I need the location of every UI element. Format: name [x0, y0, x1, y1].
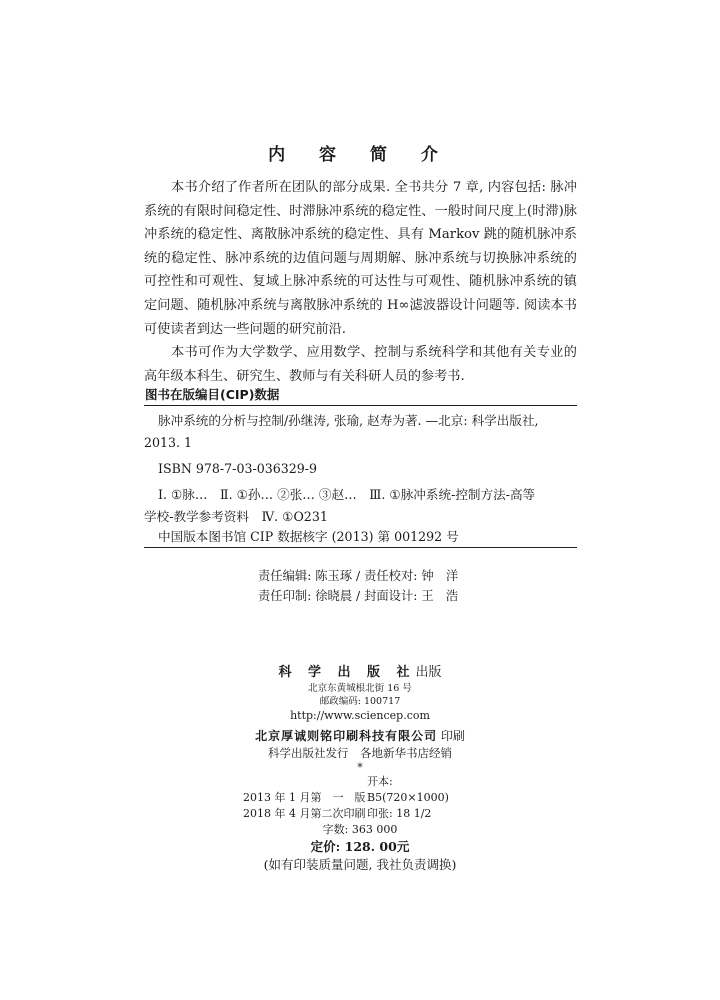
- summary-paragraph-1: 本书介绍了作者所在团队的部分成果. 全书共分 7 章, 内容包括: 脉冲系统的有限时间稳定性、时滞脉冲系统的稳定性、一般时间尺度上(时滞)脉冲系统的稳定性、离散脉冲系统的稳定性、具有 Markov 跳的随机脉冲系统的稳定性、脉冲系统的边值问题与周期解、脉冲系统与切换脉冲系统的可控性和可观性、复域上脉冲系统的可达性与可观性、随机脉冲系统的镇定问题、随机脉冲系统与离散脉冲系统的 H∞滤波器设计问题等. 阅读本书可使读者到达一些问题的研究前沿.: [144, 180, 577, 337]
- publisher-name: 科 学 出 版 社: [278, 665, 416, 680]
- staff-line-2: 责任印制: 徐晓晨 / 封面设计: 王 浩: [258, 589, 459, 603]
- edition-line-2: [0, 806, 720, 822]
- cip-title-line: 脉冲系统的分析与控制/孙继涛, 张瑜, 赵寿为著. —北京: 科学出版社,: [158, 413, 539, 428]
- quality-note: (如有印装质量问题, 我社负责调换): [263, 857, 457, 872]
- sheets: 印张: 18 1/2: [367, 807, 432, 820]
- format: 开本: B5(720×1000): [367, 775, 449, 804]
- cip-top-rule: [144, 405, 577, 406]
- edition-reprint: 2018 年 4 月第二次印刷: [243, 807, 366, 820]
- cip-date-line: 2013. 1: [144, 435, 193, 450]
- cip-record: [144, 410, 577, 528]
- publisher-postcode: 邮政编码: 100717: [319, 696, 401, 707]
- cip-classification-2: 学校-教学参考资料 Ⅳ. ①O231: [144, 509, 328, 524]
- edition-first: 2013 年 1 月第 一 版: [243, 791, 366, 804]
- cip-isbn: ISBN 978-7-03-036329-9: [158, 461, 318, 476]
- page-title: 内 容 简 介: [268, 145, 452, 165]
- separator-star: *: [357, 761, 363, 774]
- editorial-staff: [258, 566, 458, 606]
- price: 定价: 128. 00元: [310, 839, 410, 854]
- publisher-address: 北京东黄城根北街 16 号: [308, 683, 412, 694]
- colophon: [0, 664, 720, 874]
- printer-line: [0, 727, 720, 745]
- edition-line-1: [0, 774, 720, 806]
- cip-classification-1: Ⅰ. ①脉… Ⅱ. ①孙… ②张… ③赵… Ⅲ. ①脉冲系统-控制方法-高等: [158, 487, 536, 502]
- staff-line-1: 责任编辑: 陈玉琢 / 责任校对: 钟 洋: [258, 569, 459, 583]
- publisher-suffix: 出版: [415, 665, 442, 680]
- distribution: 科学出版社发行 各地新华书店经销: [268, 746, 452, 760]
- word-count: 字数: 363 000: [322, 823, 398, 836]
- printer-name: 北京厚诚则铭印刷科技有限公司: [255, 729, 438, 743]
- printer-suffix: 印刷: [440, 729, 465, 743]
- summary-section: [144, 176, 577, 388]
- cip-bottom-rule: [144, 547, 577, 548]
- publisher-line: [0, 664, 720, 682]
- cip-heading: 图书在版编目(CIP)数据: [145, 387, 280, 402]
- summary-paragraph-2: 本书可作为大学数学、应用数学、控制与系统科学和其他有关专业的高年级本科生、研究生、教师与有关科研人员的参考书.: [144, 345, 577, 384]
- cip-verification: 中国版本图书馆 CIP 数据核字 (2013) 第 001292 号: [158, 529, 459, 544]
- publisher-url: http://www.sciencep.com: [290, 709, 430, 722]
